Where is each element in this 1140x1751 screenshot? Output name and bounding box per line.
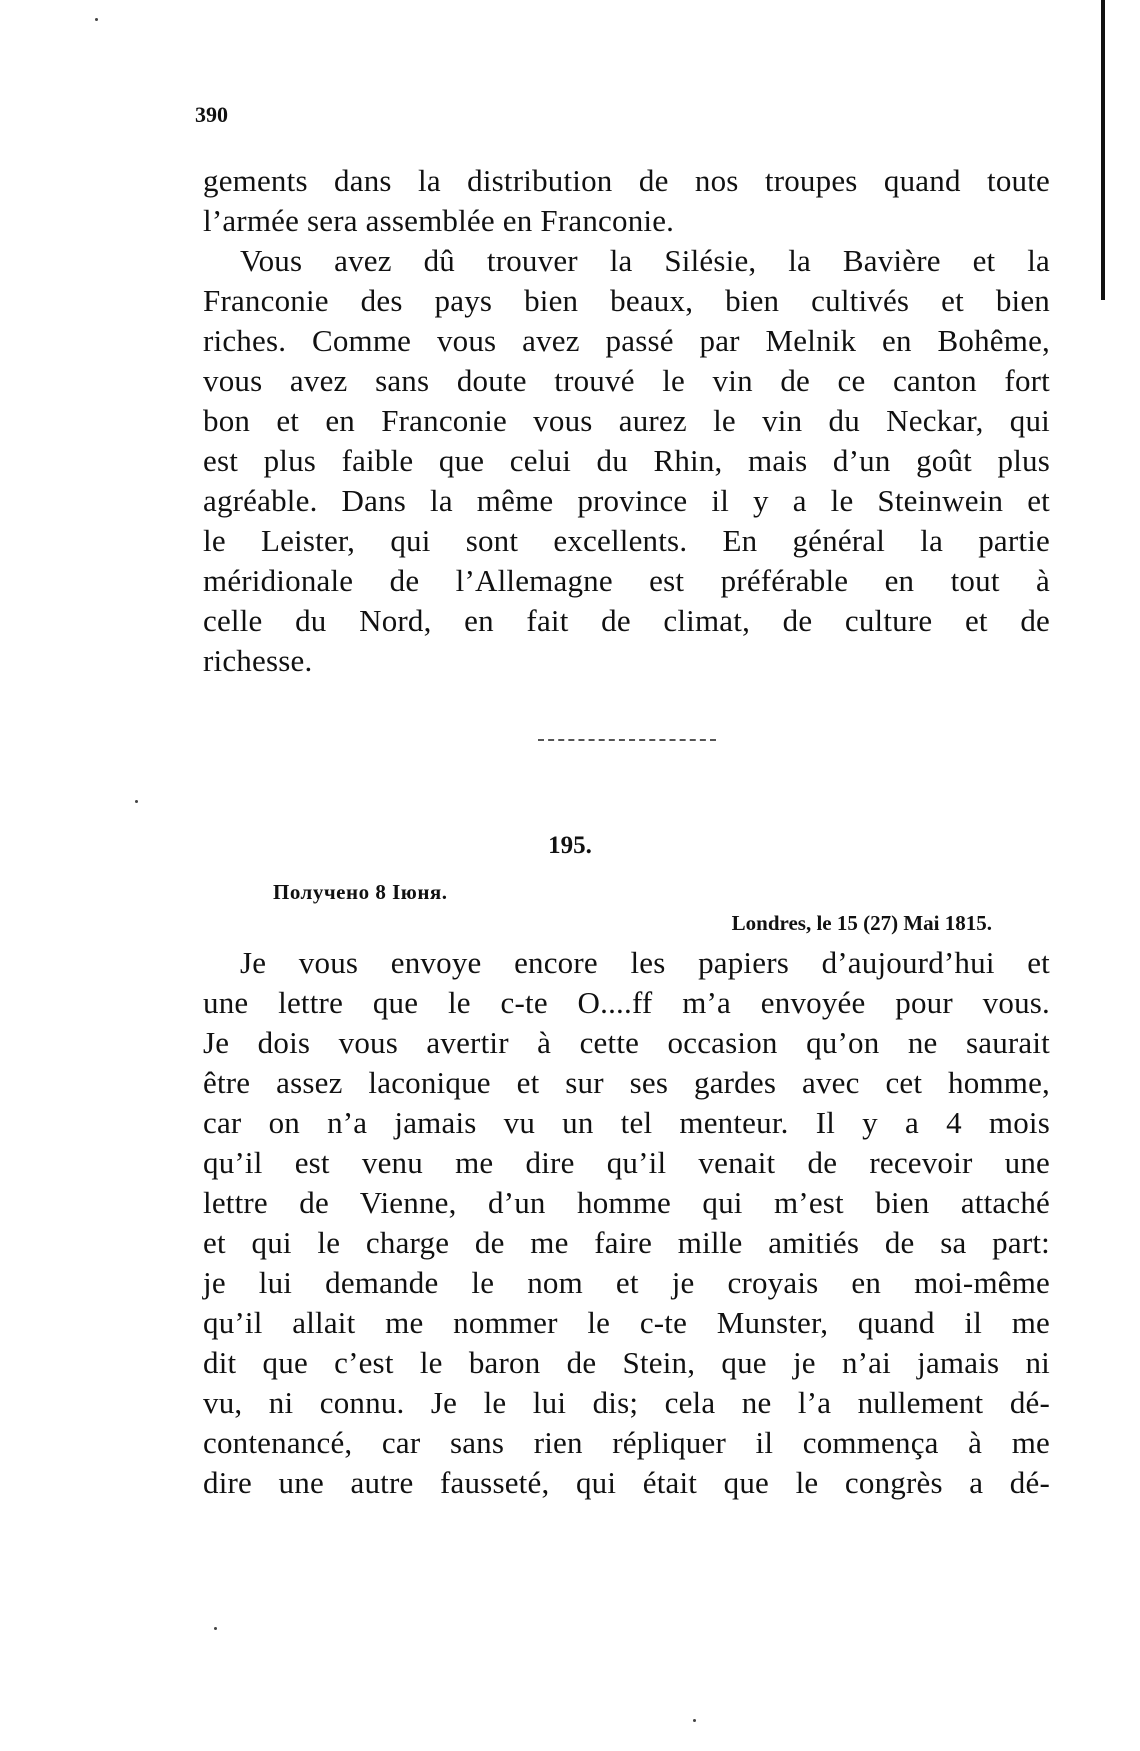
- body-line: Franconie des pays bien beaux, bien cultivés et bien: [203, 283, 1050, 318]
- body-line: agréable. Dans la même province il y a le Steinwein et: [203, 483, 1050, 518]
- body-line: bon et en Franconie vous aurez le vin du Neckar, qui: [203, 403, 1050, 438]
- body-line: contenancé, car sans rien répliquer il commença à me: [203, 1425, 1050, 1460]
- received-note: Получено 8 Іюня.: [273, 880, 448, 904]
- body-line: vu, ni connu. Je le lui dis; cela ne l’a nullement dé-: [203, 1385, 1050, 1420]
- body-line: Vous avez dû trouver la Silésie, la Bavière et la: [240, 243, 1050, 278]
- body-line: qu’il est venu me dire qu’il venait de recevoir une: [203, 1145, 1050, 1180]
- body-line: qu’il allait me nommer le c-te Munster, quand il me: [203, 1305, 1050, 1340]
- body-line: et qui le charge de me faire mille amitiés de sa part:: [203, 1225, 1050, 1260]
- body-line: je lui demande le nom et je croyais en moi-même: [203, 1265, 1050, 1300]
- scan-speck: [214, 1627, 217, 1630]
- scan-speck: [135, 800, 138, 803]
- body-line: riches. Comme vous avez passé par Melnik en Bohême,: [203, 323, 1050, 358]
- body-line: méridionale de l’Allemagne est préférable en tout à: [203, 563, 1050, 598]
- body-line: car on n’a jamais vu un tel menteur. Il y a 4 mois: [203, 1105, 1050, 1140]
- body-line: vous avez sans doute trouvé le vin de ce canton fort: [203, 363, 1050, 398]
- body-line: richesse.: [203, 643, 313, 678]
- body-line: celle du Nord, en fait de climat, de culture et de: [203, 603, 1050, 638]
- body-line: gements dans la distribution de nos troupes quand toute: [203, 163, 1050, 198]
- body-line: dit que c’est le baron de Stein, que je n’ai jamais ni: [203, 1345, 1050, 1380]
- body-line: est plus faible que celui du Rhin, mais d’un goût plus: [203, 443, 1050, 478]
- body-line: une lettre que le c-te O....ff m’a envoyée pour vous.: [203, 985, 1050, 1020]
- body-line: être assez laconique et sur ses gardes avec cet homme,: [203, 1065, 1050, 1100]
- page-number: 390: [195, 102, 228, 127]
- scan-speck: [693, 1719, 696, 1722]
- body-line: l’armée sera assemblée en Franconie.: [203, 203, 675, 238]
- scan-speck: [95, 18, 98, 21]
- body-line: lettre de Vienne, d’un homme qui m’est bien attaché: [203, 1185, 1050, 1220]
- dateline: Londres, le 15 (27) Mai 1815.: [731, 911, 992, 935]
- body-line: Je dois vous avertir à cette occasion qu’on ne saurait: [203, 1025, 1050, 1060]
- section-separator: [538, 739, 716, 741]
- body-line: Je vous envoye encore les papiers d’aujourd’hui et: [240, 945, 1050, 980]
- body-line: le Leister, qui sont excellents. En général la partie: [203, 523, 1050, 558]
- letter-number: 195.: [548, 832, 592, 859]
- scan-edge-rule: [1101, 0, 1105, 300]
- body-line: dire une autre fausseté, qui était que le congrès a dé-: [203, 1465, 1050, 1500]
